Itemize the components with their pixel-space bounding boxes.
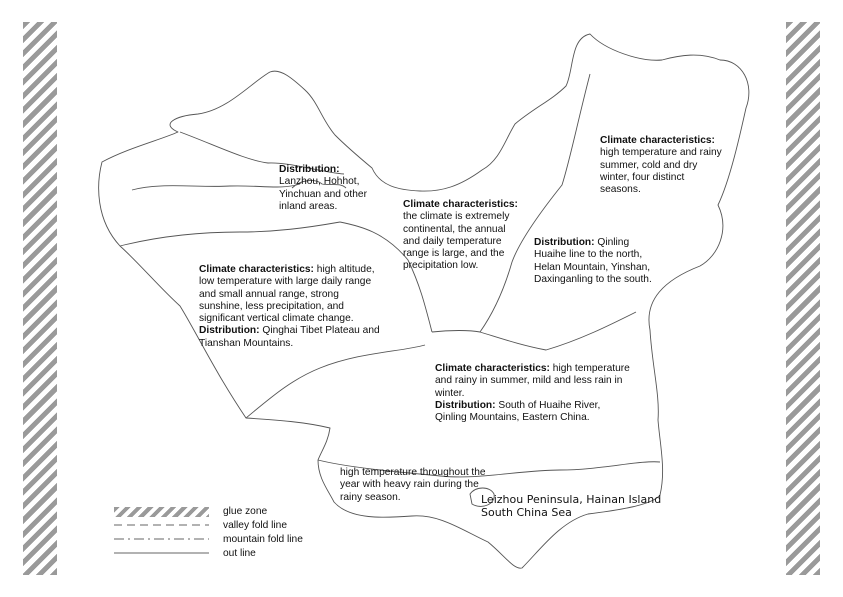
boundary-southwest bbox=[246, 345, 425, 418]
legend-glue-label: glue zone bbox=[223, 506, 268, 517]
southeast-region-text bbox=[435, 363, 633, 424]
south-places bbox=[481, 493, 671, 519]
northwest-distribution-label: Distribution: bbox=[279, 164, 340, 175]
legend-glue-swatch bbox=[114, 507, 209, 517]
southeast-distribution-text: South of Huaihe River, Qinling Mountains, Eastern China. bbox=[435, 399, 601, 424]
northeast-distribution-block bbox=[534, 237, 652, 286]
south-place-line1: Leizhou Peninsula, Hainan Island bbox=[481, 493, 662, 506]
northeast-distribution-label: Distribution: bbox=[534, 237, 595, 248]
northwest-region-text bbox=[279, 164, 375, 213]
south-place-line2: South China Sea bbox=[481, 506, 572, 519]
south-climate-text: high temperature throughout the year with heavy rain during the rainy season. bbox=[340, 467, 486, 503]
legend-outline-swatch bbox=[114, 549, 209, 557]
boundary-northwest-lower bbox=[120, 222, 340, 246]
legend-outline-label: out line bbox=[223, 548, 256, 559]
north-region-text bbox=[403, 199, 525, 273]
northeast-climate-label: Climate characteristics: bbox=[600, 135, 715, 146]
plateau-region-text bbox=[199, 264, 381, 350]
legend-valley-label: valley fold line bbox=[223, 520, 287, 531]
plateau-distribution-text: Qinghai Tibet Plateau and Tianshan Mountains. bbox=[199, 325, 380, 349]
legend-valley-swatch bbox=[114, 521, 209, 529]
southeast-distribution-label: Distribution: bbox=[435, 399, 496, 411]
legend-mountain-label: mountain fold line bbox=[223, 534, 303, 545]
boundary-central bbox=[432, 312, 636, 350]
plateau-distribution-label: Distribution: bbox=[199, 325, 260, 337]
northwest-distribution-text: Lanzhou, Hohhot, Yinchuan and other inland areas. bbox=[279, 176, 367, 212]
northeast-distribution-text: Qinling Huaihe line to the north, Helan Mountain, Yinshan, Daxinganling to the south. bbox=[534, 237, 652, 285]
plateau-climate-text: high altitude, low temperature with large daily range and small annual range, strong sunshine, less precipitation, and significant vertical climate change. bbox=[199, 264, 375, 325]
southeast-climate-text: high temperature and rainy in summer, mild and less rain in winter. bbox=[435, 363, 630, 399]
boundary-northwest bbox=[132, 184, 300, 190]
north-climate-text: the climate is extremely continental, the annual and daily temperature range is large, and the precipitation low. bbox=[403, 211, 510, 272]
north-climate-label: Climate characteristics: bbox=[403, 199, 518, 210]
northeast-climate-text: high temperature and rainy summer, cold and dry winter, four distinct seasons. bbox=[600, 147, 722, 196]
plateau-climate-label: Climate characteristics: bbox=[199, 264, 314, 275]
northeast-climate-block bbox=[600, 135, 722, 196]
legend-mountain-swatch bbox=[114, 535, 209, 543]
southeast-climate-label: Climate characteristics: bbox=[435, 363, 550, 374]
